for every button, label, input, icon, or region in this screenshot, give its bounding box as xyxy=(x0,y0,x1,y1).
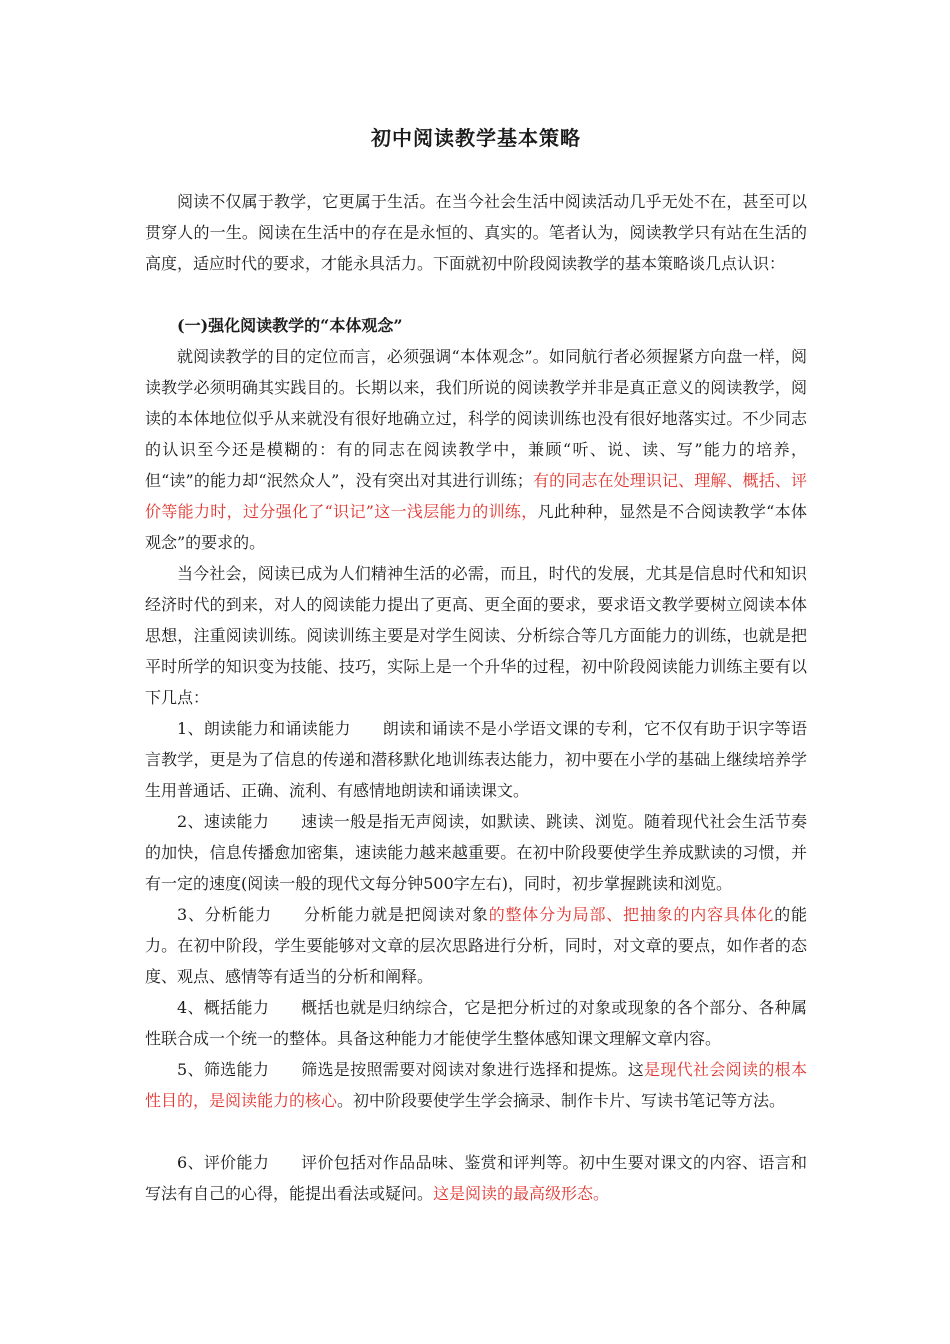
item-text: 概括也就是归纳综合，它是把分析过的对象或现象的各个部分、各种属性联合成一个统一的整体。具备这种能力才能使学生整体感知课文理解文章内容。 xyxy=(145,998,807,1048)
paragraph-gap xyxy=(145,1116,807,1147)
item-label: 2、速读能力 xyxy=(177,812,270,831)
section-paragraph-2: 当今社会，阅读已成为人们精神生活的必需，而且，时代的发展，尤其是信息时代和知识经济时代的到来，对人的阅读能力提出了更高、更全面的要求，要求语文教学要树立阅读本体思想，注重阅读训练。阅读训练主要是对学生阅读、分析综合等几方面能力的训练，也就是把平时所学的知识变为技能、技巧，实际上是一个升华的过程，初中阶段阅读能力训练主要有以下几点： xyxy=(145,564,807,707)
document-page xyxy=(145,118,807,1209)
highlighted-text: 的整体分为局部、把抽象的内容具体化 xyxy=(488,905,775,924)
section-paragraph-1 xyxy=(145,341,807,558)
item-text: 评价包括对作品品味、鉴赏和评判等。初中生要对课文的内容、语言和写法有自己的心得，能提出看法或疑问。 xyxy=(145,1153,807,1203)
item-label: 3、分析能力 xyxy=(177,905,272,924)
item-text: 的能力。在初中阶段，学生要能够对文章的层次思路进行分析，同时，对文章的要点，如作者的态度、观点、感情等有适当的分析和阐释。 xyxy=(145,905,807,986)
highlighted-text: 这是阅读的最高级形态。 xyxy=(433,1184,610,1203)
intro-paragraph: 阅读不仅属于教学，它更属于生活。在当今社会生活中阅读活动几乎无处不在，甚至可以贯穿人的一生。阅读在生活中的存在是永恒的、真实的。笔者认为，阅读教学只有站在生活的高度，适应时代的要求，才能永具活力。下面就初中阶段阅读教学的基本策略谈几点认识： xyxy=(145,192,807,273)
list-item-selection xyxy=(145,1054,807,1116)
item-text: 筛选是按照需要对阅读对象进行选择和提炼。这 xyxy=(301,1060,645,1079)
item-label: 6、评价能力 xyxy=(177,1153,270,1172)
paragraph-text: 凡此种种，显然是不合阅读教学“本体观念”的要求的。 xyxy=(145,502,807,552)
highlighted-text: 是现代社会阅读的根本性目的，是阅读能力的核心 xyxy=(145,1060,807,1110)
item-text: 朗读和诵读不是小学语文课的专利，它不仅有助于识字等语言教学，更是为了信息的传递和潜移默化地训练表达能力，初中要在小学的基础上继续培养学生用普通话、正确、流利、有感情地朗读和诵读课文。 xyxy=(145,719,807,800)
item-text: 速读一般是指无声阅读，如默读、跳读、浏览。随着现代社会生活节奏的加快，信息传播愈加密集，速读能力越来越重要。在初中阶段要使学生养成默读的习惯，并有一定的速度(阅读一般的现代文每分钟500字左右)，同时，初步掌握跳读和浏览。 xyxy=(145,812,807,893)
item-label: 5、筛选能力 xyxy=(177,1060,270,1079)
item-text: 分析能力就是把阅读对象 xyxy=(303,905,489,924)
document-title: 初中阅读教学基本策略 xyxy=(371,126,581,150)
item-label: 1、朗读能力和诵读能力 xyxy=(177,719,351,738)
list-item-reading xyxy=(145,713,807,806)
item-label: 4、概括能力 xyxy=(177,998,270,1017)
list-item-summary xyxy=(145,992,807,1054)
highlighted-text: 有的同志在处理识记、理解、概括、评价等能力时，过分强化了“识记”这一浅层能力的训练， xyxy=(145,471,807,521)
item-text: 。初中阶段要使学生学会摘录、制作卡片、写读书笔记等方法。 xyxy=(337,1091,786,1110)
list-item-analysis xyxy=(145,899,807,992)
paragraph-text: 就阅读教学的目的定位而言，必须强调“本体观念”。如同航行者必须握紧方向盘一样，阅读教学必须明确其实践目的。长期以来，我们所说的阅读教学并非是真正意义的阅读教学，阅读的本体地位似乎从来就没有很好地确立过，科学的阅读训练也没有很好地落实过。不少同志的认识至今还是模糊的：有的同志在阅读教学中，兼顾“听、说、读、写”能力的培养，但“读”的能力却“泯然众人”，没有突出对其进行训练； xyxy=(145,347,807,490)
list-item-evaluation xyxy=(145,1147,807,1209)
list-item-speed-reading xyxy=(145,806,807,899)
section-heading: (一)强化阅读教学的“本体观念” xyxy=(177,316,403,335)
